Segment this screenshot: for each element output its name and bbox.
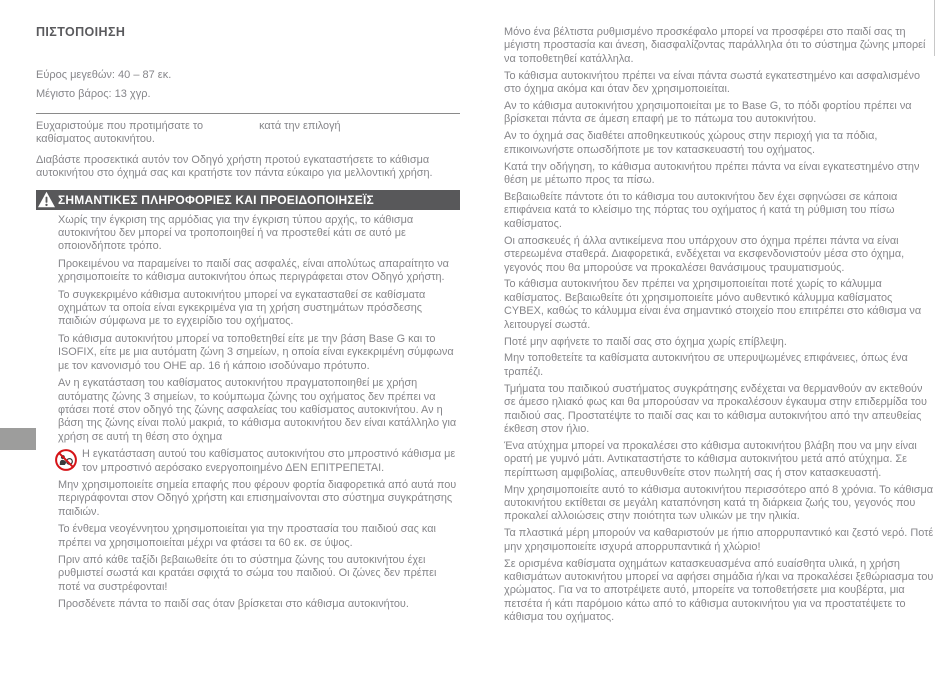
info-paragraph: Ποτέ μην αφήνετε το παιδί σας στο όχημα χωρίς επίβλεψη. (504, 335, 787, 348)
warning-paragraph: Προκειμένου να παραμείνει το παιδί σας ασφαλές, είναι απολύτως απαραίτητο να χρησιμοποιείτε το κάθισμα αυτοκινήτου όπως περιγράφεται στον Οδηγό χρήστη. (58, 257, 449, 284)
warning-paragraph: Χωρίς την έγκριση της αρμόδιας για την έγκριση τύπου αρχής, το κάθισμα αυτοκινήτου δεν μπορεί να τροποποιηθεί ή να προστεθεί κάτι σε αυτό με οποιονδήποτε τρόπο. (58, 213, 414, 253)
warning-paragraph: Πριν από κάθε ταξίδι βεβαιωθείτε ότι το σύστημα ζώνης του αυτοκινήτου έχει ρυθμιστεί σωστά και κρατάει σφιχτά το σώμα του παιδιού. Οι ζώνες δεν πρέπει ποτέ να συστρέφονται! (58, 553, 437, 593)
warning-list-before (58, 214, 460, 445)
warning-paragraph: Το κάθισμα αυτοκινήτου μπορεί να τοποθετηθεί είτε με την βάση Base G και το ISOFIX, είτε με μια αυτόματη ζώνη 3 σημείων, η οποία είναι εγκεκριμένη σύμφωνα με τον κανονισμό του ΟΗΕ αρ. 16 ή κάποιο ισοδύναμο πρότυπο. (58, 332, 454, 372)
thanks-paragraph (36, 120, 460, 147)
page-edge-line (934, 0, 935, 56)
info-paragraph: Αν το όχημά σας διαθέτει αποθηκευτικούς χώρους στην περιοχή για τα πόδια, επικοινωνήστε οπωσδήποτε με τον κατασκευαστή του οχήματος. (504, 130, 878, 156)
warning-paragraph: Το ένθεμα νεογέννητου χρησιμοποιείται για την προστασία του παιδιού σας και πρέπει να χρησιμοποιείται μέχρι να φτάσει τα 60 εκ. σε ύψος. (58, 523, 436, 549)
info-paragraph: Τα πλαστικά μέρη μπορούν να καθαριστούν με ήπιο απορρυπαντικό και ζεστό νερό. Ποτέ μην χρησιμοποιείτε ισχυρά απορρυπαντικά ή χλώριο! (504, 527, 934, 553)
warning-paragraph: Αν η εγκατάσταση του καθίσματος αυτοκινήτου πραγματοποιηθεί με χρήση αυτόματης ζώνης 3 σημείων, το κούμπωμα ζώνης του οχήματος δεν πρέπει να φτάσει ποτέ στον οδηγό της ζώνης ασφαλείας του καθίσματος αυτοκινήτου. Αν η βάση της ζώνης είναι πολύ μακριά, το κάθισμα αυτοκινήτου δεν είναι κατάλληλο για χρήση σε αυτή τη θέση στο όχημα (58, 377, 457, 443)
info-paragraph: Βεβαιωθείτε πάντοτε ότι το κάθισμα του αυτοκινήτου δεν έχει σφηνώσει σε κάποια επιφάνεια κατά το κλείσιμο της πόρτας του οχήματος ή κατά τη ρύθμιση του πίσω καθίσματος. (504, 190, 898, 230)
info-paragraph: Ένα ατύχημα μπορεί να προκαλέσει στο κάθισμα αυτοκινήτου βλάβη που να μην είναι ορατή με γυμνό μάτι. Αντικαταστήστε το κάθισμα αυτοκινήτου μετά από ατύχημα. Σε περίπτωση αμφιβολίας, απευθυνθείτε στον πωλητή σας ή στον κατασκευαστή. (504, 439, 917, 479)
info-paragraph: Αν το κάθισμα αυτοκινήτου χρησιμοποιείται με το Base G, το πόδι φορτίου πρέπει να βρίσκεται πάντα σε άμεση επαφή με το πάτωμα του αυτοκινήτου. (504, 100, 912, 126)
warning-paragraph: Μην χρησιμοποιείτε σημεία επαφής που φέρουν φορτία διαφορετικά από αυτά που περιγράφονται στον Οδηγό χρήστη και επισημαίνονται στο σύστημα συγκράτησης παιδιών. (58, 478, 457, 518)
warning-triangle-icon (37, 191, 56, 208)
airbag-warning-row (55, 448, 460, 475)
no-airbag-icon (55, 449, 77, 471)
thanks-part1: Ευχαριστούμε που προτιμήσατε το (36, 120, 204, 132)
warning-header-bar (36, 190, 460, 210)
info-paragraph: Το κάθισμα αυτοκινήτου πρέπει να είναι πάντα σωστά εγκατεστημένο και ασφαλισμένο στο όχημα ακόμα και όταν δεν χρησιμοποιείται. (504, 69, 920, 96)
info-paragraph: Οι αποσκευές ή άλλα αντικείμενα που υπάρχουν στο όχημα πρέπει πάντα να είναι στερεωμένα σταθερά. Διαφορετικά, ενδέχεται να εκσφενδονιστούν μέσα στο όχημα, γεγονός που θα μπορούσε να προκαλέσει θανάσιμους τραυματισμούς. (504, 234, 905, 274)
spec-line: Εύρος μεγεθών: 40 – 87 εκ. (36, 69, 172, 81)
thanks-line2: καθίσματος αυτοκινήτου. (36, 133, 155, 146)
warning-section (36, 214, 460, 612)
spec-line: Μέγιστο βάρος: 13 χγρ. (36, 87, 151, 100)
warning-list-after (58, 479, 460, 612)
warning-paragraph: Προσδένετε πάντα το παιδί σας όταν βρίσκεται στο κάθισμα αυτοκινήτου. (58, 598, 409, 611)
airbag-warning-text: Η εγκατάσταση αυτού του καθίσματος αυτοκινήτου στο μπροστινό κάθισμα με τον μπροστινό αερόσακο ενεργοποιημένο ΔΕΝ ΕΠΙΤΡΕΠΕΤΑΙ. (82, 448, 456, 474)
info-paragraph: Κατά την οδήγηση, το κάθισμα αυτοκινήτου πρέπει πάντα να είναι εγκατεστημένο στην θέση με μέτωπο προς τα πίσω. (504, 160, 920, 187)
right-column (504, 26, 935, 628)
spec-list (36, 66, 460, 103)
left-column (36, 25, 460, 616)
info-paragraph: Μην χρησιμοποιείτε αυτό το κάθισμα αυτοκινήτου περισσότερο από 8 χρόνια. Το κάθισμα αυτοκινήτου εκτίθεται σε μεγάλη καταπόνηση κατά τη διάρκεια ζωής του, γεγονός που προκαλεί αλλοιώσεις στην ποιότητα των υλικών με την ηλικία. (504, 483, 934, 523)
thanks-part2: κατά την επιλογή (259, 120, 341, 132)
warning-paragraph: Το συγκεκριμένο κάθισμα αυτοκινήτου μπορεί να εγκατασταθεί σε καθίσματα οχημάτων τα οποία είναι εγκεκριμένα για τη χρήση συστημάτων πρόσδεσης παιδιών σύμφωνα με το εγχειρίδιο του οχήματος. (58, 288, 426, 328)
divider-line (36, 113, 460, 114)
info-paragraph: Τμήματα του παιδικού συστήματος συγκράτησης ενδέχεται να θερμανθούν αν εκτεθούν σε άμεσο ηλιακό φως και θα μπορούσαν να προκαλέσουν έγκαυμα στην επιδερμίδα του παιδιού σας. Προστατέψτε το παιδί σας και το κάθισμα αυτοκινήτου από την απευθείας έκθεση στον ήλιο. (504, 382, 927, 435)
page-edge-tab (0, 428, 36, 450)
info-paragraph: Μόνο ένα βέλτιστα ρυθμισμένο προσκέφαλο μπορεί να προσφέρει στο παιδί σας τη μέγιστη προστασία και άνεση, διασφαλίζοντας παράλληλα ότι το σύστημα ζώνης μπορεί να τοποθετηθεί κατάλληλα. (504, 26, 926, 65)
read-notice-paragraph: Διαβάστε προσεκτικά αυτόν τον Οδηγό χρήστη προτού εγκαταστήσετε το κάθισμα αυτοκινήτου στο όχημά σας και κρατήστε τον πάντα εύκαιρο για μελλοντική χρήση. (36, 153, 433, 180)
info-paragraph: Το κάθισμα αυτοκινήτου δεν πρέπει να χρησιμοποιείται ποτέ χωρίς το κάλυμμα καθίσματος. Βεβαιωθείτε ότι χρησιμοποιείτε μόνο αυθεντικό κάλυμμα καθίσματος CYBEX, καθώς το κάλυμμα είναι ένα σημαντικό στοιχείο που επιτρέπει στο κάθισμα να λειτουργεί σωστά. (504, 278, 922, 331)
info-paragraph: Σε ορισμένα καθίσματα οχημάτων κατασκευασμένα από ευαίσθητα υλικά, η χρήση καθισμάτων αυτοκινήτου μπορεί να αφήσει σημάδια ή/και να προκαλέσει ξεθώριασμα του χρώματος. Για να το αποτρέψετε αυτό, μπορείτε να τοποθετήσετε μια κουβέρτα, μια πετσέτα ή κάτι παρόμοιο κάτω από το κάθισμα αυτοκινήτου για να προστατέψετε το κάθισμα του οχήματος. (504, 557, 934, 624)
info-paragraph: Μην τοποθετείτε τα καθίσματα αυτοκινήτου σε υπερυψωμένες επιφάνειες, όπως ένα τραπέζι. (504, 352, 908, 378)
warning-header-label: ΣΗΜΑΝΤΙΚΕΣ ΠΛΗΡΟΦΟΡΙΕΣ ΚΑΙ ΠΡΟΕΙΔΟΠΟΙΗΣΕΪΣ (58, 192, 374, 207)
page-title: ΠΙΣΤΟΠΟΙΗΣΗ (36, 25, 126, 39)
